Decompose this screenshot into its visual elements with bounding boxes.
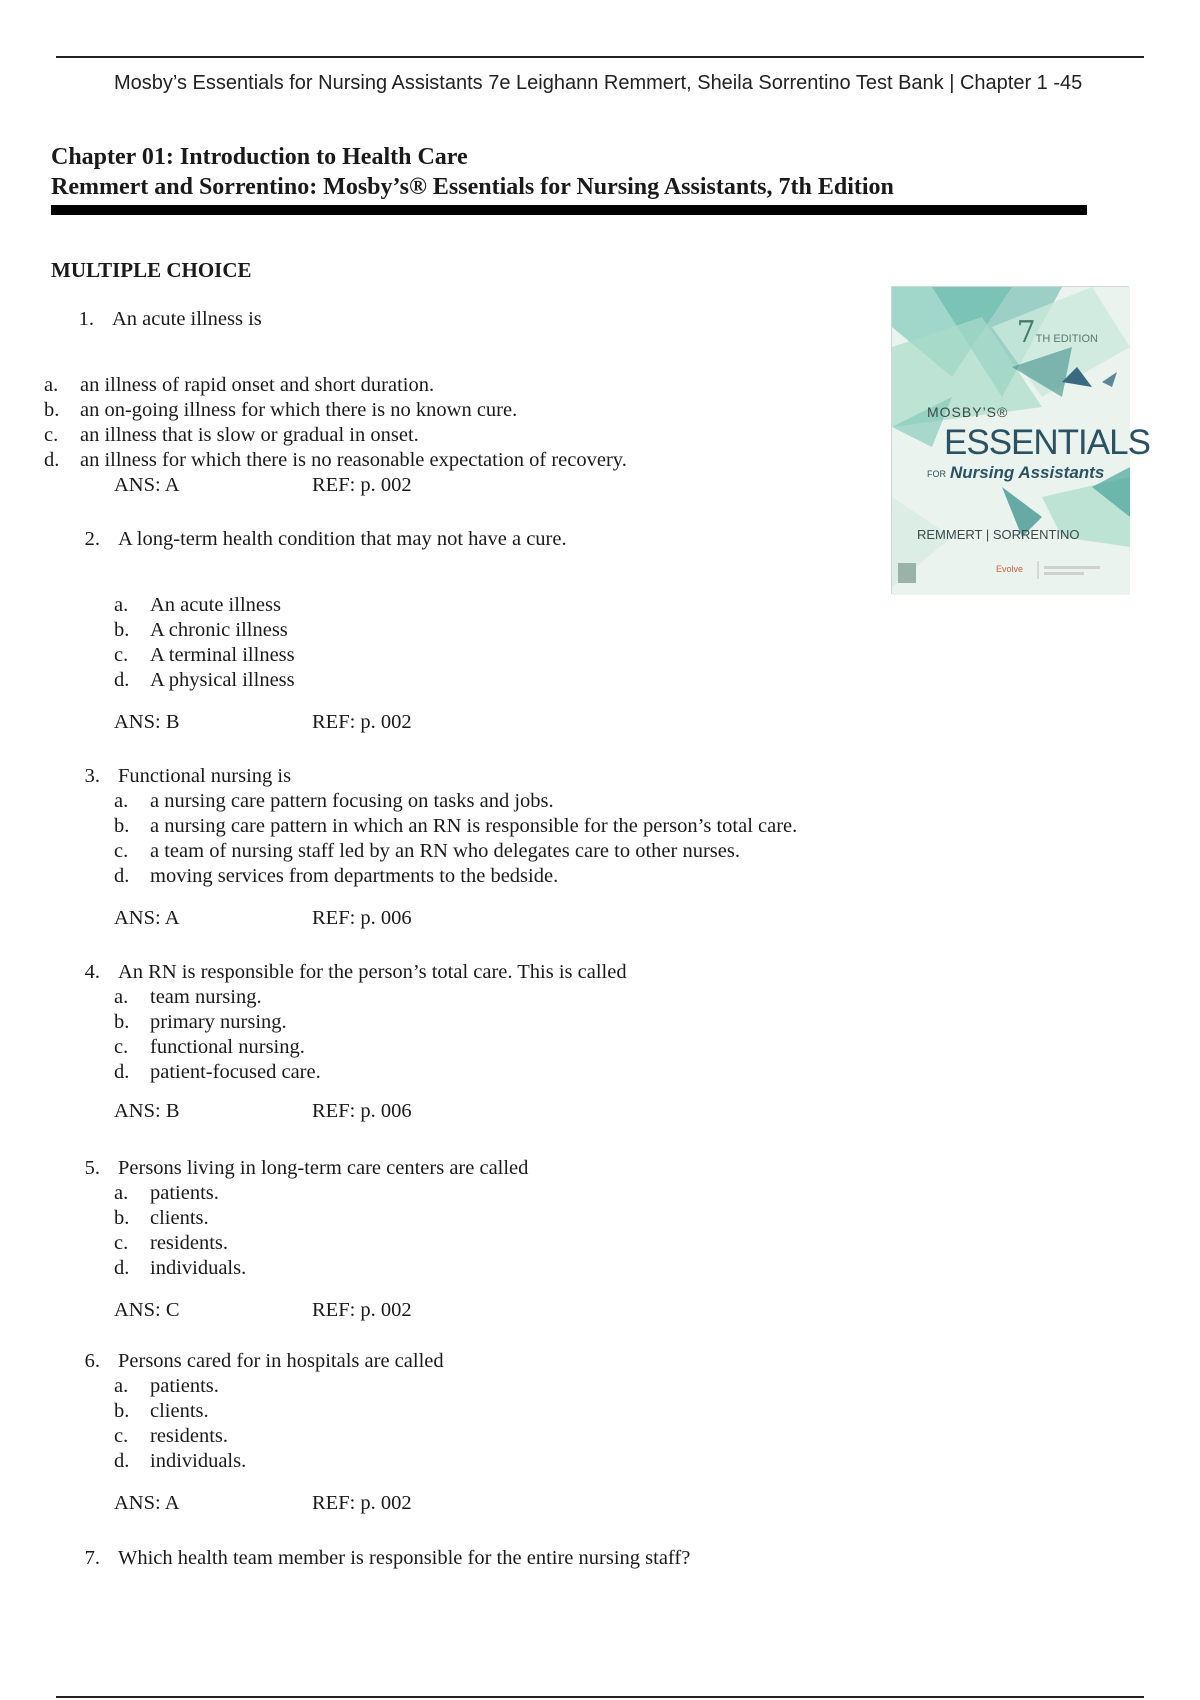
- question-number: 3.: [84, 765, 100, 787]
- question-7: [80, 1546, 690, 1571]
- question-number: 4.: [84, 961, 100, 983]
- book-title: Remmert and Sorrentino: Mosby’s® Essentials for Nursing Assistants, 7th Edition: [51, 174, 894, 200]
- answer-option: b. clients.: [114, 1207, 209, 1229]
- question-text: A long-term health condition that may not have a cure.: [118, 528, 567, 550]
- answer-option: b. primary nursing.: [114, 1011, 287, 1033]
- answer-option: a. team nursing.: [114, 986, 262, 1008]
- footer-rule: [56, 1696, 1144, 1698]
- answer-option: d. an illness for which there is no reasonable expectation of recovery.: [44, 449, 627, 471]
- chapter-title: Chapter 01: Introduction to Health Care: [51, 144, 468, 170]
- question-number: 1.: [78, 308, 94, 330]
- header-rule: [56, 56, 1144, 58]
- question-text: Persons cared for in hospitals are called: [118, 1350, 444, 1372]
- answer-option: d. individuals.: [114, 1257, 247, 1279]
- question-4: [80, 960, 627, 1124]
- question-2: [80, 527, 567, 735]
- answer-option: c. functional nursing.: [114, 1036, 305, 1058]
- answer-option: b. an on-going illness for which there is no known cure.: [44, 399, 518, 421]
- answer-option: a. an illness of rapid onset and short duration.: [44, 374, 435, 396]
- answer-option: a. a nursing care pattern focusing on tasks and jobs.: [114, 790, 554, 812]
- question-text: Functional nursing is: [118, 765, 292, 787]
- cover-edition: 7TH EDITION: [1016, 315, 1098, 350]
- question-number: 6.: [84, 1350, 100, 1372]
- answer-option: c. A terminal illness: [114, 644, 295, 666]
- cover-evolve-logo: Evolve: [996, 564, 1024, 574]
- book-cover-image: [891, 286, 1150, 594]
- question-number: 7.: [84, 1547, 100, 1569]
- question-5: [80, 1156, 528, 1323]
- question-1: [44, 307, 627, 498]
- answer-option: b. A chronic illness: [114, 619, 288, 641]
- cover-subtitle: Nursing Assistants: [950, 463, 1105, 482]
- answer-option: b. clients.: [114, 1400, 209, 1422]
- answer-option: a. patients.: [114, 1182, 219, 1204]
- question-text: Persons living in long-term care centers are called: [118, 1157, 529, 1179]
- title-divider: [51, 205, 1087, 215]
- answer-option: c. an illness that is slow or gradual in onset.: [44, 424, 419, 446]
- cover-brand: MOSBY’S®: [927, 404, 1009, 420]
- question-6: [80, 1349, 444, 1516]
- cover-authors: REMMERT | SORRENTINO: [917, 527, 1080, 542]
- cover-for-label: FOR: [927, 469, 946, 479]
- answer-option: a. An acute illness: [114, 594, 281, 616]
- answer-option: c. a team of nursing staff led by an RN who delegates care to other nurses.: [114, 840, 740, 862]
- answer-option: c. residents.: [114, 1232, 228, 1254]
- answer-key: ANS: B REF: p. 002: [114, 711, 412, 733]
- answer-option: a. patients.: [114, 1375, 219, 1397]
- question-text: An acute illness is: [112, 308, 262, 330]
- answer-key: ANS: C REF: p. 002: [114, 1299, 412, 1321]
- answer-key: ANS: A REF: p. 002: [114, 474, 412, 496]
- answer-option: c. residents.: [114, 1425, 228, 1447]
- answer-option: d. A physical illness: [114, 669, 295, 691]
- cover-title: ESSENTIALS: [944, 423, 1150, 462]
- answer-key: ANS: B REF: p. 006: [114, 1100, 412, 1122]
- question-number: 2.: [84, 528, 100, 550]
- question-3: [80, 764, 797, 931]
- question-text: An RN is responsible for the person’s total care. This is called: [118, 961, 627, 983]
- question-number: 5.: [84, 1157, 100, 1179]
- answer-option: b. a nursing care pattern in which an RN is responsible for the person’s total care.: [114, 815, 798, 837]
- section-title: MULTIPLE CHOICE: [51, 258, 252, 282]
- page-header: Mosby’s Essentials for Nursing Assistants 7e Leighann Remmert, Sheila Sorrentino Test Bank | Chapter 1 -45: [114, 72, 1083, 94]
- answer-option: d. individuals.: [114, 1450, 247, 1472]
- answer-key: ANS: A REF: p. 006: [114, 907, 412, 929]
- answer-key: ANS: A REF: p. 002: [114, 1492, 412, 1514]
- answer-option: d. patient-focused care.: [114, 1061, 321, 1083]
- question-text: Which health team member is responsible for the entire nursing staff?: [118, 1547, 691, 1569]
- answer-option: d. moving services from departments to the bedside.: [114, 865, 559, 887]
